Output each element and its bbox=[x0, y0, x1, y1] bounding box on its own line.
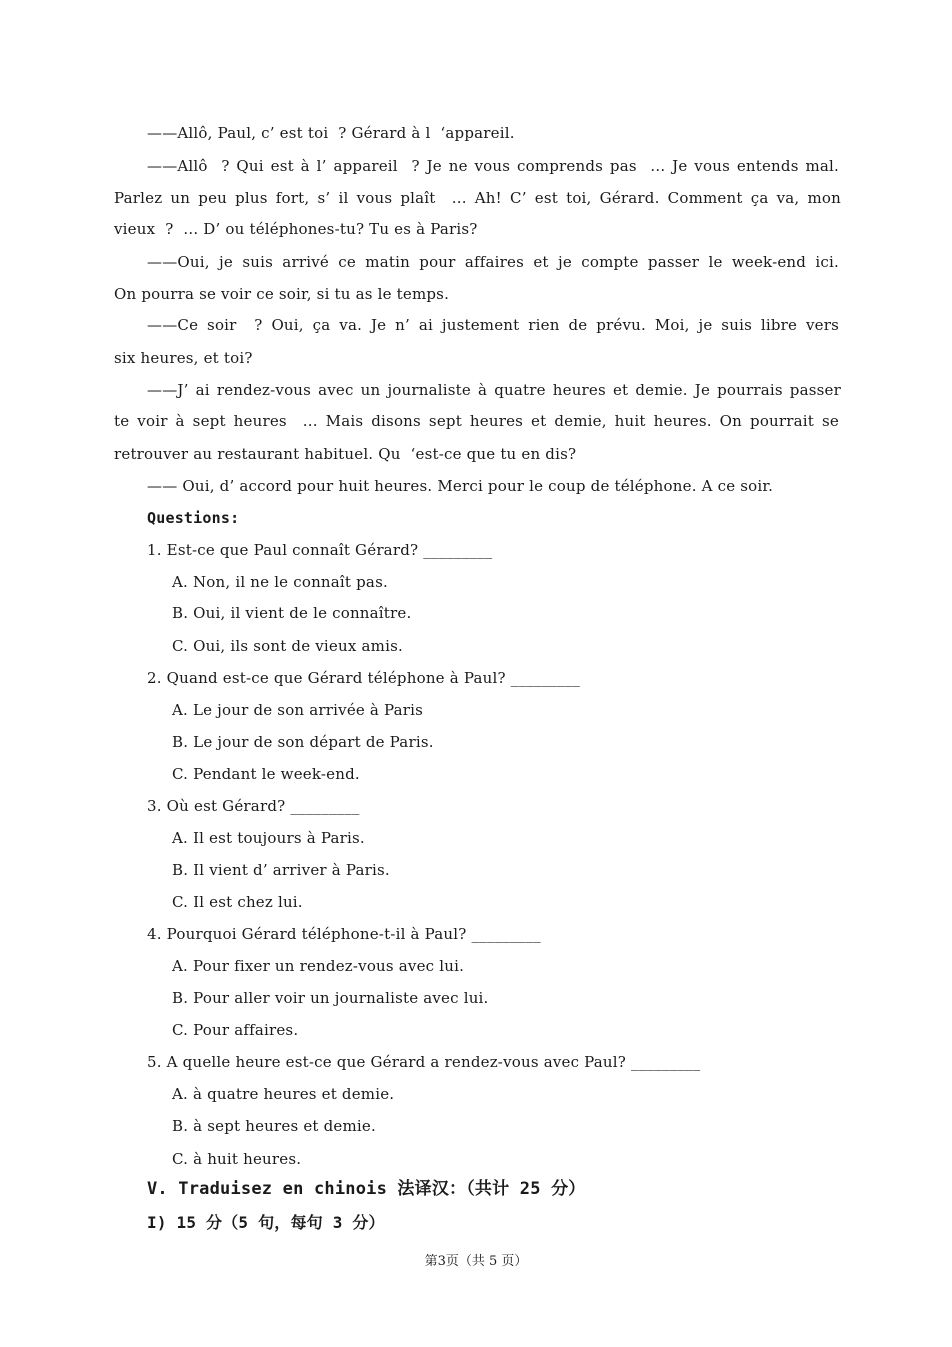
question-3-option-c: C. Il est chez lui. bbox=[172, 893, 303, 911]
section-v-subheading: I) 15 分（5 句，每句 3 分） bbox=[147, 1213, 385, 1232]
questions-heading: Questions: bbox=[147, 509, 240, 527]
question-3-option-a: A. Il est toujours à Paris. bbox=[172, 829, 365, 847]
dialogue-line-5: ——Oui, je suis arrivé ce matin pour affaires et je compte passer le week-end ici. bbox=[147, 253, 839, 271]
question-5: 5. A quelle heure est-ce que Gérard a rendez-vous avec Paul? _________ bbox=[147, 1053, 701, 1071]
dialogue-line-1: ——Allô, Paul, c’ est toi ? Gérard à l ‘appareil. bbox=[147, 124, 515, 142]
question-4-option-b: B. Pour aller voir un journaliste avec lui. bbox=[172, 989, 489, 1007]
dialogue-line-9: ——J’ ai rendez-vous avec un journaliste à quatre heures et demie. Je pourrais passer bbox=[147, 381, 841, 399]
question-2-option-a: A. Le jour de son arrivée à Paris bbox=[172, 701, 424, 719]
question-4-option-a: A. Pour fixer un rendez-vous avec lui. bbox=[172, 957, 465, 975]
question-4: 4. Pourquoi Gérard téléphone-t-il à Paul? _________ bbox=[147, 925, 541, 943]
question-1-option-c: C. Oui, ils sont de vieux amis. bbox=[172, 637, 403, 655]
dialogue-line-6: On pourra se voir ce soir, si tu as le temps. bbox=[114, 285, 450, 303]
dialogue-line-8: six heures, et toi? bbox=[114, 349, 253, 367]
question-4-option-c: C. Pour affaires. bbox=[172, 1021, 299, 1039]
dialogue-line-12: —— Oui, d’ accord pour huit heures. Merci pour le coup de téléphone. A ce soir. bbox=[147, 477, 774, 495]
question-1-option-b: B. Oui, il vient de le connaître. bbox=[172, 604, 412, 622]
question-5-option-c: C. à huit heures. bbox=[172, 1150, 302, 1168]
question-5-option-a: A. à quatre heures et demie. bbox=[172, 1085, 395, 1103]
dialogue-line-4: vieux ? ... D’ ou téléphones-tu? Tu es à Paris? bbox=[114, 220, 478, 238]
dialogue-line-7: ——Ce soir ? Oui, ça va. Je n’ ai justement rien de prévu. Moi, je suis libre vers bbox=[147, 316, 839, 334]
question-2-option-b: B. Le jour de son départ de Paris. bbox=[172, 733, 434, 751]
section-v-heading: V. Traduisez en chinois 法译汉：（共计 25 分） bbox=[147, 1179, 586, 1199]
dialogue-line-11: retrouver au restaurant habituel. Qu ‘est-ce que tu en dis? bbox=[114, 445, 577, 463]
question-3: 3. Où est Gérard? _________ bbox=[147, 797, 360, 815]
question-1-option-a: A. Non, il ne le connaît pas. bbox=[172, 573, 388, 591]
question-5-option-b: B. à sept heures et demie. bbox=[172, 1117, 376, 1135]
dialogue-line-3: Parlez un peu plus fort, s’ il vous plaît ... Ah! C’ est toi, Gérard. Comment ça va, mon bbox=[114, 189, 841, 207]
question-2-option-c: C. Pendant le week-end. bbox=[172, 765, 360, 783]
dialogue-line-2: ——Allô ? Qui est à l’ appareil ? Je ne vous comprends pas ... Je vous entends mal. bbox=[147, 157, 839, 175]
question-2: 2. Quand est-ce que Gérard téléphone à Paul? _________ bbox=[147, 669, 580, 687]
question-1: 1. Est-ce que Paul connaît Gérard? _________ bbox=[147, 541, 493, 559]
dialogue-line-10: te voir à sept heures ... Mais disons sept heures et demie, huit heures. On pourrait se bbox=[114, 412, 839, 430]
question-3-option-b: B. Il vient d’ arriver à Paris. bbox=[172, 861, 390, 879]
page-footer: 第3页（共 5 页） bbox=[424, 1254, 528, 1269]
